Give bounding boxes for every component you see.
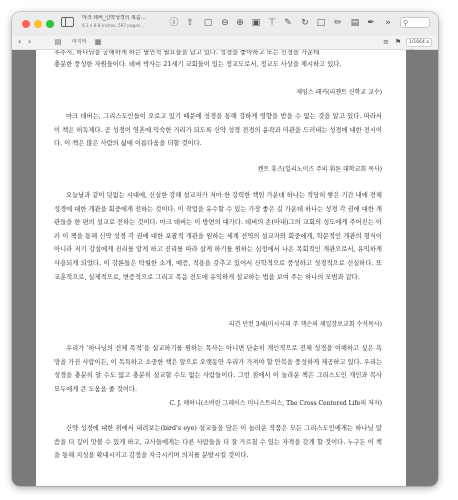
pages-icon[interactable]: ▢ (203, 18, 213, 28)
document-title: 마크 데버_신약성경의 복음… (82, 15, 146, 21)
form-icon[interactable]: ▤ (350, 18, 360, 28)
list-icon[interactable]: ≡ (383, 38, 389, 46)
thumbnail-icon[interactable]: ▤ (54, 38, 62, 46)
sidebar-toggle-icon[interactable] (61, 17, 74, 27)
fit-icon[interactable]: ▣ (251, 18, 261, 28)
text-select-icon[interactable]: ⊤ (268, 18, 276, 28)
zoom-in-icon[interactable]: ⊕ (236, 18, 244, 28)
navigation-bar (12, 36, 438, 50)
page-search-field[interactable]: 1/1664 a (406, 38, 432, 47)
forward-arrow-icon[interactable]: › (28, 37, 32, 46)
expand-icon[interactable]: » (385, 18, 391, 28)
info-icon[interactable]: ⓘ (169, 18, 179, 28)
close-window-button[interactable] (22, 20, 30, 28)
search-icon: ⚲ (403, 19, 409, 27)
page-layout-icon[interactable]: ▦ (94, 38, 102, 46)
paragraph: 충분한 풍성한 자원들이다. 데버 박사는 21세기 교회들이 있는 정교도로서, 정교도 사상을 제시하고 있다. (54, 61, 342, 68)
paragraph: 우리가 ‘하나님의 전체 목적’을 설교하기를 원하는 목사는 아니면 단순히 개인적으로 전체 성경을 이해하고 싶은 욕망을 가진 사람이든, 이 독특하고 소중한 책은 앞으로 오랫동안 우리가 가져야 할 안목을 풍성하게 제공하고 있다. 우리는 성경을 충분히 알 수도 없고 충분히 설교할 수도 없는 사람들이다. 그런 점에서 이 놀라운 책은 그리스도인 개인과 목사 모두에게 큰 도움을 줄 것이다. (54, 345, 383, 393)
bookmark-icon[interactable]: ⚑ (394, 38, 402, 46)
annotate-icon[interactable]: □ (316, 18, 326, 28)
search-input[interactable] (400, 17, 430, 28)
sign-icon[interactable]: ✒ (367, 18, 375, 28)
title-bar (12, 12, 438, 37)
zoom-out-icon[interactable]: ⊖ (221, 18, 229, 28)
document-subtitle: 6.1 x 8.8 inches, 597 pages… (82, 23, 145, 28)
attribution: 리건 던컨 3세(미시시피 주 잭슨의 제일장로교회 수석목사) (228, 321, 382, 328)
pdf-page (36, 50, 406, 486)
pdf-viewer-window (12, 12, 438, 486)
page-label: 마지막 (72, 39, 87, 45)
share-icon[interactable]: ⇧ (186, 18, 194, 28)
rotate-icon[interactable]: ↻ (301, 18, 309, 28)
highlight-icon[interactable]: ✎ (284, 18, 292, 28)
markup-icon[interactable]: ✏ (334, 18, 342, 28)
attribution: 켄트 휴즈(일리노이즈 주의 휘튼 대학교회 목사) (257, 166, 382, 173)
paragraph: 신약 성경에 대한 위에서 내려보는(bird's eye) 설교들을 담은 이 놀라운 작품은 모든 그리스도인에게는 하나님 말씀을 더 깊이 맛볼 수 있게 하고, 교사들에게는 다른 사람들을 더 잘 가르칠 수 있는 자격을 갖게 할 것이다. 누구든 이 책을 통해 지성을 확대시키고 감정을 자극시키며 의지를 분발시킬 것이다. (54, 425, 382, 460)
document-viewport[interactable] (12, 50, 438, 486)
minimize-window-button[interactable] (34, 20, 42, 28)
back-arrow-icon[interactable]: ‹ (18, 37, 22, 46)
paragraph: 오늘날과 같이 덧없는 시대에, 신실한 강해 설교자가 저마 한 강력한 책임 가운데 하나는 적당히 쌓은 기간 내에 전체 성경에 대한 개관을 회중에게 전하는 것이다. 이 작업을 유수할 수 있는 가장 좋은 길 가운데 하나는 성경 각 권에 대한 개관들을 한 편의 설교로 전하는 것이다. 마크 데버는 이 방면의 대가다. 데버의 손(아내)그의 교회의 성도에게 주어진는 이러 이 책을 통해 신약 성경 각 권에 대한 포괄적 개관을 원하는 세계 전역의 설교자와 회중에게, 학문적인 개관의 형식이 아니라 저기 강설에게 진리를 알게 하고 진리를 따라 살게 하기를 원하는 심정에서 나온 목회적인 개관으로서, 유익하게 사용되게 되었다. 이 강론들은 탁월한 소개, 예증, 적용을 갖추고 있어서 신학적으로 풍성하고 성경적으로 신실하다. 또 교훈적으로, 실제적으로, 변증적으로 그리고 복음 전도에 유익하게 설교하는 법을 보여 주는 하나의 모범과 같다. (54, 192, 382, 281)
attribution: 제임스 패커(리젠트 신학교 교수) (296, 89, 382, 96)
attribution: C. J. 매하니(소버린 그레이스 미니스트리스, The Cross Centered Life의 저자) (169, 400, 382, 407)
paragraph: 후주지, 하나님을 궁해하게 하는 필연적 필요들을 답고 있다. 성경을 좋아하고 또는 신경을 가운데 (54, 50, 320, 56)
zoom-window-button[interactable] (46, 20, 54, 28)
paragraph: 마크 데버는, 그리스도인들이 오로고 있기 때문에 성경을 통해 강하게 영향을 받을 수 없는 것을 알고 있다. 따라서 이 책은 허독제다. 곧 성경이 영혼에 익숙한 거리가 되도록 신약 성경 전경의 윤곽과 미관을 드러내는 성경에 대한 전시이다. 이 책은 많은 사람의 삶에 이름다움을 더할 것이다. (54, 113, 383, 148)
